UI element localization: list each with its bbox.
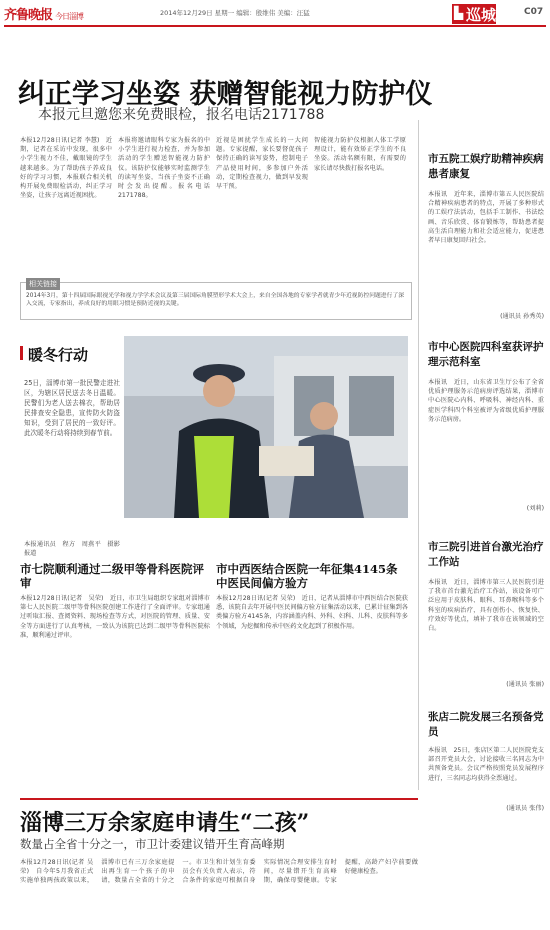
- lead-subhead: 本报元旦邀您来免费眼检，报名电话2171788: [38, 107, 325, 123]
- bottom-subhead: 数量占全省十分之一，市卫计委建议错开生育高峰期: [20, 837, 285, 851]
- mid-left-body: 本报12月28日讯(记者 吴荣) 近日，市卫生局组织专家组对淄博市第七人民医院二级甲等骨科医院创建工作进行了全面评审。专家组通过听取汇报、查阅资料、现场检查等方式，对医院的管理、质量、安全等方面进行了认真考核，一致认为该院已达到二级甲等骨科医院标准，顺利通过评审。: [20, 595, 210, 639]
- dateline: 2014年12月29日 星期一 编辑：殷维伟 美编：汪猛: [160, 9, 310, 17]
- right-item-4-title: 张店二院发展三名预备党员: [428, 711, 544, 738]
- news-photo: [124, 336, 408, 518]
- related-link-label: 相关链接: [26, 278, 60, 290]
- bottom-body: 本报12月28日讯(记者 吴荣) 自今年5月我省正式实施单独两孩政策以来，淄博市已有三万余家庭提出再生育一个孩子的申请，数量占全省的十分之一。市卫生和计划生育委员会有关负责人表示，符合条件的家庭可根据自身实际情况合理安排生育时间，尽量错开生育高峰期，确保母婴健康。专家提醒，高龄产妇孕前要做好健康检查。: [20, 859, 418, 885]
- right-item-2-byline: (刘莉): [526, 505, 544, 512]
- right-item-2-title: 市中心医院四科室获评护理示范科室: [428, 341, 544, 368]
- bottom-rule: [20, 798, 418, 800]
- lead-col-2: 本报将邀请眼科专家为报名的中小学生进行视力检查，并为参加活动的学生赠送智能视力防护仪。该防护仪能够实时监测学生的读写坐姿，当孩子坐姿不正确时会发出提醒。报名电话2171788。: [118, 137, 210, 200]
- mid-right-title: 市中西医结合医院一年征集4145条中医民间偏方验方: [216, 562, 398, 590]
- section-name: 巡城: [466, 6, 497, 24]
- photo-story-title: 暖冬行动: [28, 346, 89, 364]
- right-item-1-byline: (通讯员 孙秀英): [500, 313, 544, 320]
- right-item-1-body: 本报讯 近年来，淄博市第五人民医院结合精神疾病患者的特点，开展了多种形式的工娱疗法活动，包括手工制作、书法绘画、音乐欣赏、体育锻炼等，帮助患者提高生活自理能力和社会适应能力，促进患者早日康复回归社会。: [428, 191, 544, 245]
- right-item-2-body: 本报讯 近日，山东省卫生厅公布了全省优质护理服务示范病房评选结果，淄博市中心医院心内科、呼吸科、神经内科、重症医学科四个科室被评为省级优质护理服务示范病房。: [428, 379, 544, 423]
- lead-col-4: 智能视力防护仪根据人体工学原理设计，能有效矫正学生的不良坐姿。活动名额有限，有需要的家长请尽快拨打报名电话。: [314, 137, 406, 172]
- lead-col-3: 近视是困扰学生成长的一大问题。专家提醒，家长要督促孩子保持正确的读写姿势，控制电子产品使用时间，多参加户外活动，定期检查视力，做到早发现早干预。: [216, 137, 308, 191]
- lead-headline: 纠正学习坐姿 获赠智能视力防护仪: [18, 79, 433, 110]
- masthead-rule: [4, 25, 546, 27]
- bottom-headline: 淄博三万余家庭申请生“二孩”: [20, 810, 310, 836]
- newspaper-logo: 齐鲁晚报 今日淄博: [4, 8, 84, 23]
- page-number: C07: [524, 7, 544, 17]
- photo-title-mark: [20, 346, 23, 360]
- right-col-divider: [418, 120, 419, 790]
- mid-right-body: 本报12月28日讯(记者 吴荣) 近日，记者从淄博市中西医结合医院获悉，该院自去年开展中医民间偏方验方征集活动以来，已累计征集到各类偏方验方4145条，内容涵盖内科、外科、妇科、儿科、皮肤科等多个领域，为挖掘和传承中医药文化起到了积极作用。: [216, 595, 408, 630]
- mid-left-title: 市七院顺利通过二级甲等骨科医院评审: [20, 562, 204, 590]
- right-item-3-body: 本报讯 近日，淄博市第三人民医院引进了我市首台激光治疗工作站，该设备可广泛应用于皮肤科、眼科、耳鼻喉科等多个科室的疾病治疗，具有创伤小、恢复快、疗效好等优点，填补了我市在该领域的空白。: [428, 579, 544, 633]
- lead-col-1: 本报12月28日讯(记者 李慧) 近期，记者在采访中发现，很多中小学生视力不佳，戴眼镜的学生越来越多。为了帮助孩子养成良好的学习习惯，本报联合相关机构开展免费眼检活动，纠正学习坐姿，让孩子远离近视困扰。: [20, 137, 112, 200]
- related-link-text: 2014年3月，第十四届国际眼视光学和视力学学术会议及第三届国际角膜塑形学术大会上，来自全国各地的专家学者就青少年近视防控问题进行了深入交流，专家指出，养成良好的用眼习惯是预防近视的关键。: [26, 293, 404, 307]
- right-item-1-title: 市五院工娱疗助精神疾病患者康复: [428, 153, 544, 180]
- photo-caption: 本报通讯员 程方 周燕平 摄影报道: [24, 541, 120, 557]
- right-item-3-title: 市三院引进首台激光治疗工作站: [428, 541, 544, 568]
- building-icon: ▙: [454, 6, 464, 20]
- right-item-3-byline: (通讯员 张丽): [506, 681, 544, 688]
- right-item-4-byline: (通讯员 张伟): [506, 805, 544, 812]
- photo-story-body: 25日，淄博市第一批民警走进社区，为辖区居民送去冬日温暖。民警们为老人送去棉衣，帮助居民排查安全隐患，宣传防火防盗知识，受到了居民的一致好评。此次暖冬行动将持续到春节前。: [24, 379, 120, 437]
- right-item-4-body: 本报讯 25日，张店区第二人民医院党支部召开党员大会，讨论接收三名同志为中共预备党员。会议严格按照党员发展程序进行，三名同志均获得全票通过。: [428, 747, 544, 782]
